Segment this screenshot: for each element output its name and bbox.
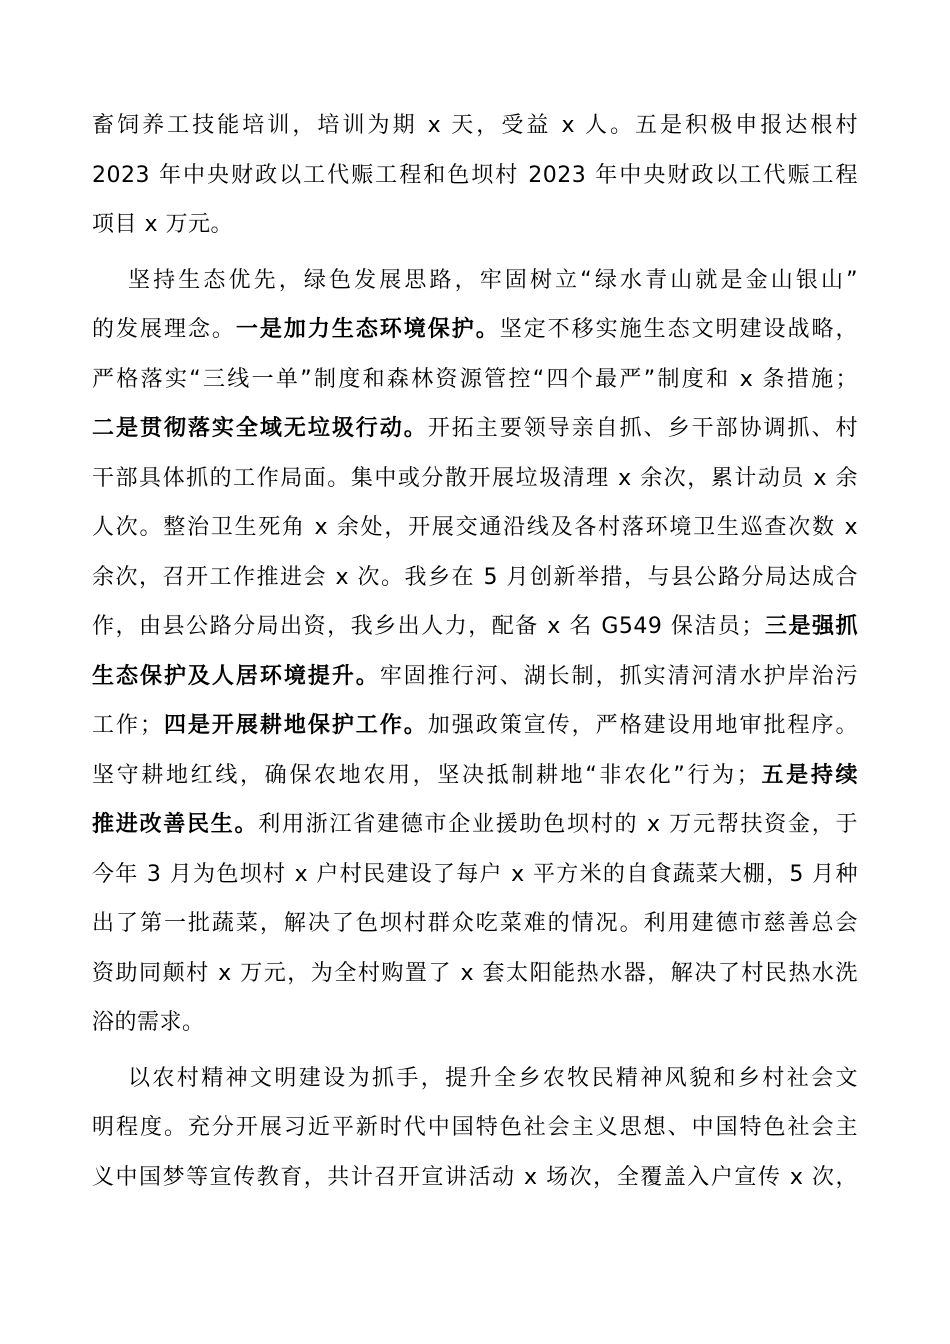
text-run: 畜饲养工技能培训，培训为期 x 天，受益 x 人。五是积极申报达根村 (92, 113, 858, 138)
paragraph-line (92, 200, 858, 250)
text-run: 坚定不移实施生态文明建设战略， (499, 317, 858, 342)
paragraph-line (92, 256, 858, 306)
paragraph-line (92, 800, 858, 850)
paragraph-line (92, 949, 858, 999)
paragraph-line (92, 355, 858, 405)
text-run: 义中国梦等宣传教育，共计召开宣讲活动 x 场次，全覆盖入户宣传 x 次， (92, 1164, 858, 1190)
bold-heading-run: 二是贯彻落实全域无垃圾行动。 (92, 416, 428, 441)
paragraph-line (92, 1153, 858, 1203)
text-run: 出了第一批蔬菜，解决了色坝村群众吃菜难的情况。利用建德市慈善总会 (92, 911, 858, 936)
text-run: 加强政策宣传，严格建设用地审批程序。 (427, 713, 858, 738)
paragraph-line (92, 1054, 858, 1104)
text-run: 牢固推行河、湖长制，抓实清河清水护岸治污 (379, 663, 858, 689)
text-run: 作，由县公路分局出资，我乡出人力，配备 x 名 G549 保洁员； (92, 614, 764, 639)
text-run: 干部具体抓的工作局面。集中或分散开展垃圾清理 x 余次，累计动员 x 余 (92, 465, 858, 491)
paragraph-line (92, 305, 858, 355)
text-run: 2023 年中央财政以工代赈工程和色坝村 2023 年中央财政以工代赈工程 (92, 162, 858, 188)
document-body (92, 101, 858, 1202)
paragraph-line (92, 503, 858, 553)
paragraph-line (92, 151, 858, 201)
text-run: 工作； (92, 713, 163, 738)
text-run: 今年 3 月为色坝村 x 户村民建设了每户 x 平方米的自食蔬菜大棚，5 月种 (92, 861, 858, 887)
text-run: 严格落实“三线一单”制度和森林资源管控“四个最严”制度和 x 条措施； (92, 366, 858, 392)
paragraph-line (92, 454, 858, 504)
paragraph-line (92, 998, 858, 1048)
paragraph-line (92, 850, 858, 900)
text-run: 资助同颠村 x 万元，为全村购置了 x 套太阳能热水器，解决了村民热水洗 (92, 960, 858, 986)
bold-heading-run: 一是加力生态环境保护。 (235, 317, 500, 342)
paragraph-line (92, 101, 858, 151)
paragraph-line (92, 404, 858, 454)
bold-heading-run: 推进改善民生。 (92, 812, 259, 837)
bold-heading-run: 三是强抓 (763, 614, 858, 639)
paragraph-line (92, 899, 858, 949)
text-run: 余次，召开工作推进会 x 次。我乡在 5 月创新举措，与县公路分局达成合 (92, 564, 858, 590)
text-run: 坚持生态优先，绿色发展思路，牢固树立“绿水青山就是金山银山” (128, 267, 858, 293)
paragraph-line (92, 553, 858, 603)
text-run: 开拓主要领导亲自抓、乡干部协调抓、村 (427, 416, 858, 441)
text-run: 以农村精神文明建设为抓手，提升全乡农牧民精神风貌和乡村社会文 (128, 1065, 858, 1091)
text-run: 明程度。充分开展习近平新时代中国特色社会主义思想、中国特色社会主 (92, 1115, 858, 1140)
bold-heading-run: 四是开展耕地保护工作。 (162, 713, 428, 738)
text-run: 利用浙江省建德市企业援助色坝村的 x 万元帮扶资金，于 (258, 812, 858, 837)
bold-heading-run: 五是持续 (759, 762, 858, 788)
text-run: 人次。整治卫生死角 x 余处，开展交通沿线及各村落环境卫生巡查次数 x (92, 515, 858, 540)
paragraph-line (92, 751, 858, 801)
bold-heading-run: 生态保护及人居环境提升。 (92, 663, 380, 689)
text-run: 的发展理念。 (92, 317, 236, 342)
paragraph-line (92, 602, 858, 652)
paragraph-line (92, 652, 858, 702)
text-run: 浴的需求。 (92, 1010, 205, 1035)
paragraph-line (92, 701, 858, 751)
paragraph-line (92, 1103, 858, 1153)
text-run: 坚守耕地红线，确保农地农用，坚决抵制耕地“非农化”行为； (92, 762, 760, 788)
text-run: 项目 x 万元。 (92, 212, 234, 237)
